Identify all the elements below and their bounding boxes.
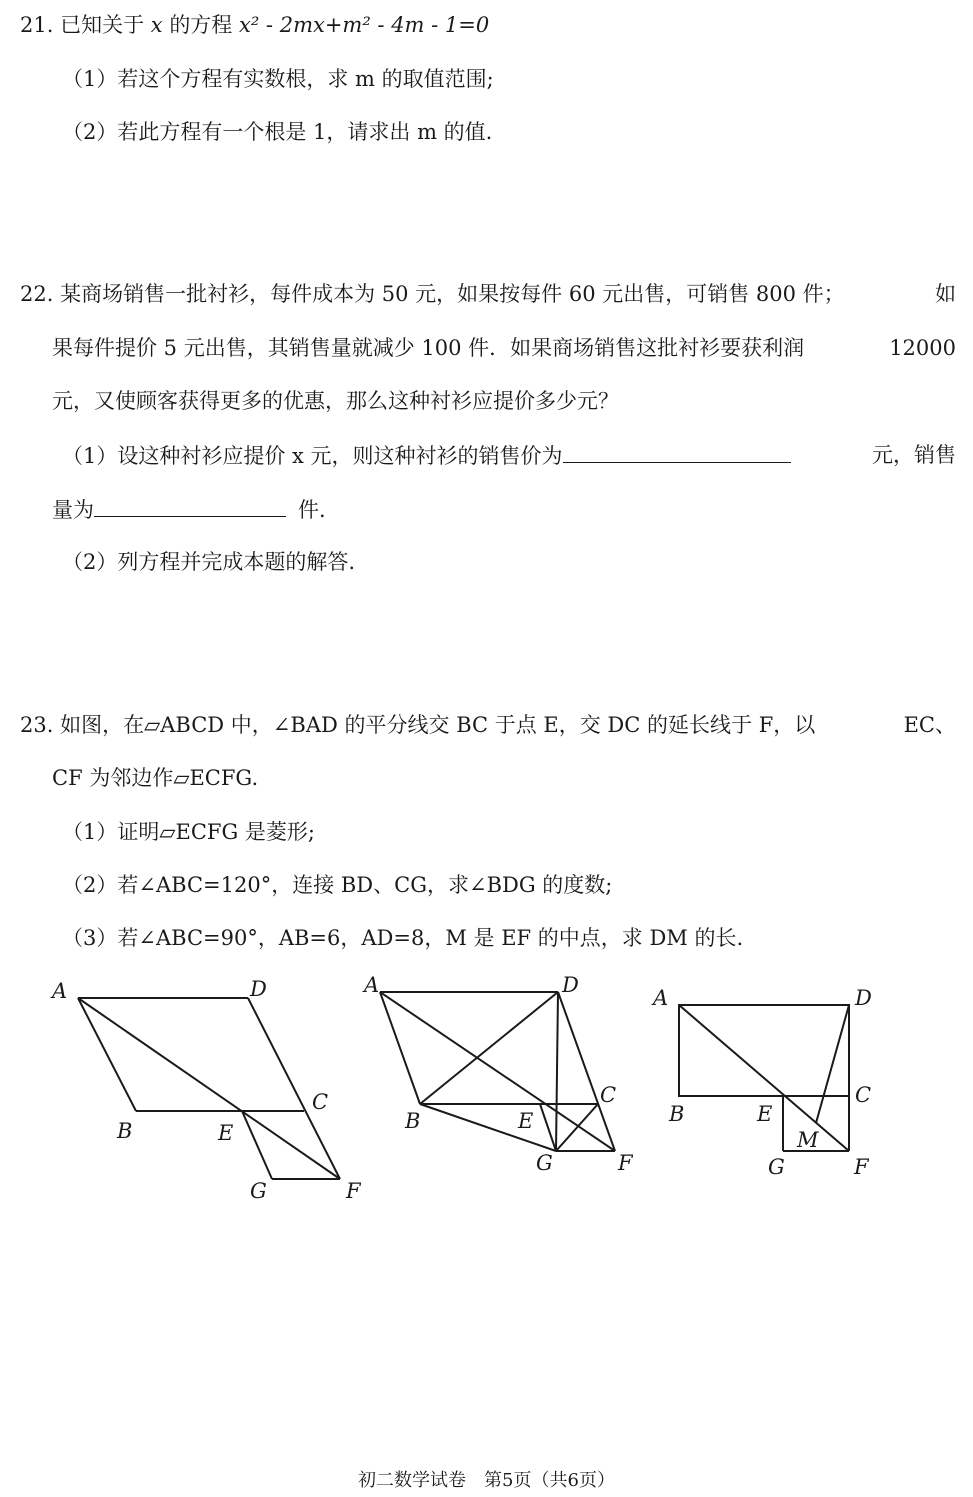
fig2-segment-df [558, 992, 615, 1151]
fig2-segment-dg [556, 992, 558, 1151]
q22-part2: （2）列方程并完成本题的解答. [62, 550, 356, 574]
fig3-rectangle-abcd [679, 1005, 849, 1096]
q22-part1-post: 元，销售 [872, 443, 956, 467]
q23-line1-text: 如图，在▱ABCD 中，∠BAD 的平分线交 BC 于点 E，交 DC 的延长线于 F，以 [60, 713, 816, 737]
q22-line2-text: 果每件提价 5 元出售，其销售量就减少 100 件．如果商场销售这批衬衫要获利润 [52, 336, 805, 360]
fig3-label-a: A [653, 986, 669, 1010]
q21-equation: x² - 2mx+m² - 4m - 1=0 [239, 13, 490, 37]
q23-line2: CF 为邻边作▱ECFG. [52, 766, 259, 790]
q21-part1: （1）若这个方程有实数根，求 m 的取值范围; [62, 67, 494, 91]
q22-line2-end: 12000 [889, 336, 956, 360]
fig1-label-f: F [346, 1179, 361, 1203]
fig3-label-m: M [797, 1128, 819, 1152]
fig3-label-d: D [855, 986, 872, 1010]
q23-number: 23. [20, 713, 54, 737]
fig2-segment-bd [420, 992, 558, 1104]
fig2-segment-eg [540, 1104, 556, 1151]
q23-part3: （3）若∠ABC=90°，AB=6，AD=8，M 是 EF 的中点，求 DM 的长. [62, 926, 744, 950]
figure-3 [679, 1005, 849, 1151]
fig2-segment-cg [556, 1104, 598, 1151]
fig2-label-f: F [618, 1151, 633, 1175]
fig3-segment-af [679, 1005, 849, 1151]
fig3-segment-dm [816, 1005, 849, 1123]
fig2-label-c: C [600, 1083, 617, 1107]
q22-line1-end: 如 [935, 282, 956, 306]
fig2-label-g: G [536, 1151, 553, 1175]
fig1-segment-ab [78, 998, 136, 1111]
q21-number: 21. [20, 13, 54, 37]
fig1-segment-df [248, 998, 340, 1179]
page-footer: 初二数学试卷 第5页（共6页） [358, 1470, 615, 1491]
q23-part2: （2）若∠ABC=120°，连接 BD、CG，求∠BDG 的度数; [62, 873, 613, 897]
fig2-label-e: E [518, 1109, 534, 1133]
fig1-label-d: D [250, 977, 267, 1001]
q21-part2: （2）若此方程有一个根是 1，请求出 m 的值. [62, 120, 493, 144]
q21-stem-x: x [150, 13, 163, 37]
fig1-segment-af [78, 998, 340, 1179]
fig3-label-e: E [757, 1102, 773, 1126]
fig2-segment-ab [380, 992, 420, 1104]
q21-stem-mid: 的方程 [169, 13, 233, 37]
fig3-label-c: C [855, 1083, 872, 1107]
fig2-label-a: A [364, 973, 380, 997]
fig3-label-f: F [854, 1155, 869, 1179]
fig2-segment-bg [420, 1104, 556, 1151]
figure-1 [78, 998, 340, 1179]
q22-number: 22. [20, 282, 54, 306]
q23-part1: （1）证明▱ECFG 是菱形; [62, 820, 316, 844]
q22-part1-line2-pre: 量为 [52, 498, 94, 522]
fig3-label-g: G [768, 1155, 785, 1179]
q22-part1-line2-post: 件. [298, 498, 326, 522]
fig1-label-e: E [218, 1121, 234, 1145]
q22-line1-text: 某商场销售一批衬衫，每件成本为 50 元，如果按每件 60 元出售，可销售 800 件； [60, 282, 845, 306]
fig1-label-c: C [312, 1090, 329, 1114]
fig1-label-b: B [117, 1119, 133, 1143]
q22-line3: 元，又使顾客获得更多的优惠，那么这种衬衫应提价多少元？ [52, 389, 619, 413]
fig1-label-a: A [52, 979, 68, 1003]
q22-part1-pre: （1）设这种衬衫应提价 x 元，则这种衬衫的销售价为 [62, 444, 563, 468]
fig2-label-d: D [562, 973, 579, 997]
fig2-label-b: B [405, 1109, 421, 1133]
q21-stem-pre: 已知关于 [60, 13, 145, 37]
q23-line1-end: EC、 [903, 713, 956, 737]
fig3-label-b: B [669, 1102, 685, 1126]
fig1-label-g: G [250, 1179, 267, 1203]
